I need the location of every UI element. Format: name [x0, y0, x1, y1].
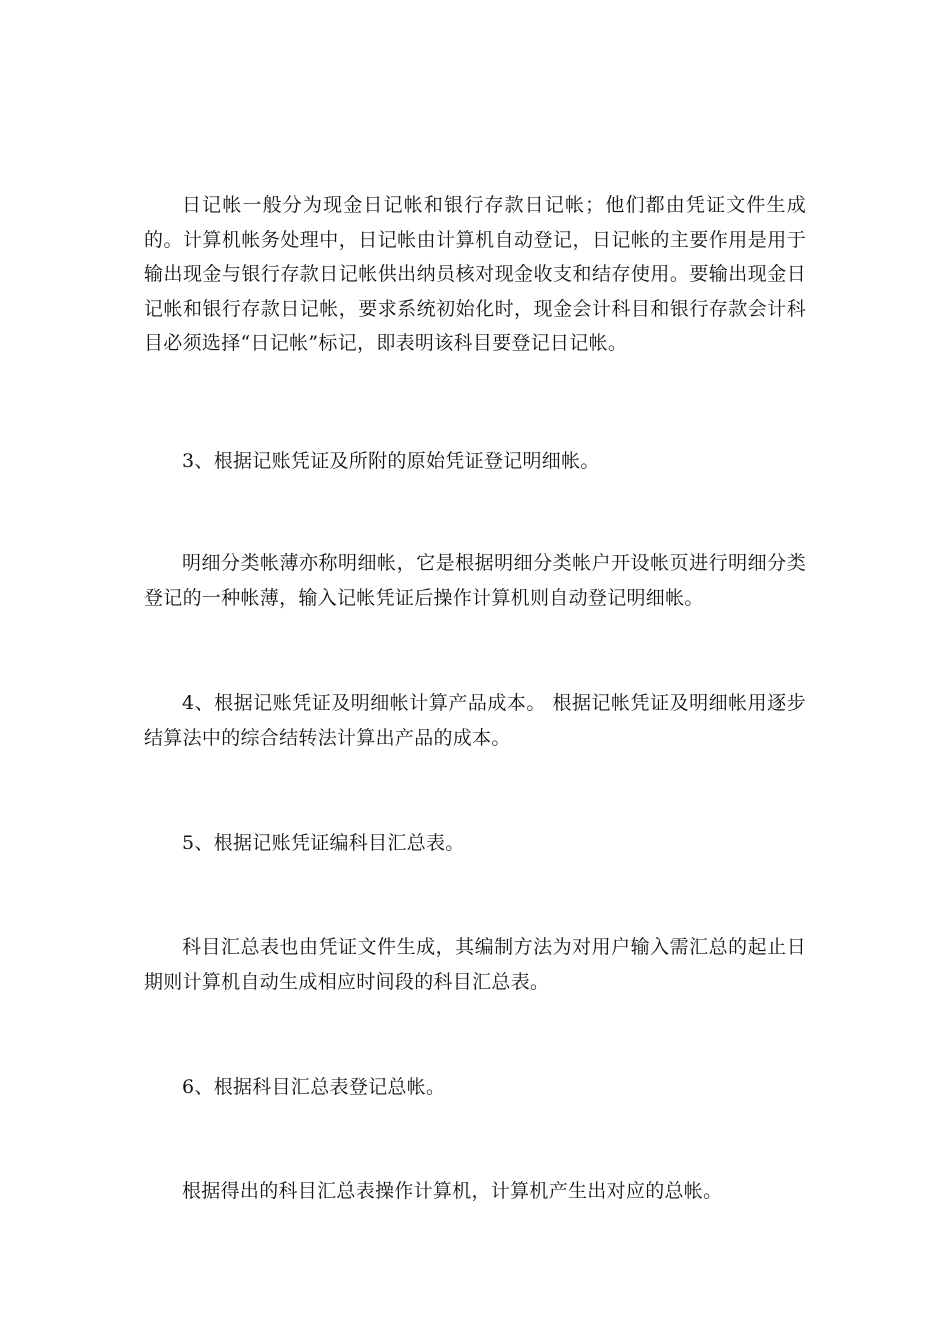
paragraph-journal-intro: 日记帐一般分为现金日记帐和银行存款日记帐；他们都由凭证文件生成的。计算机帐务处理中，日记帐由计算机自动登记，日记帐的主要作用是用于输出现金与银行存款日记帐供出纳员核对现金收支和结存使用。要输出现金日记帐和银行存款日记帐，要求系统初始化时，现金会计科目和银行存款会计科目必须选择“日记帐”标记，即表明该科目要登记日记帐。: [144, 194, 806, 354]
paragraph-detail-ledger: 明细分类帐薄亦称明细帐，它是根据明细分类帐户开设帐页进行明细分类登记的一种帐薄，输入记帐凭证后操作计算机则自动登记明细帐。: [144, 552, 806, 609]
paragraph-general-ledger: 根据得出的科目汇总表操作计算机，计算机产生出对应的总帐。: [182, 1180, 723, 1202]
step-6-heading: 6、根据科目汇总表登记总帐。: [182, 1076, 446, 1098]
step-4-paragraph: 4、根据记账凭证及明细帐计算产品成本。 根据记帐凭证及明细帐用逐步结算法中的综合结转法计算出产品的成本。: [144, 692, 806, 749]
step-5-heading: 5、根据记账凭证编科目汇总表。: [182, 832, 465, 854]
paragraph-summary-table: 科目汇总表也由凭证文件生成，其编制方法为对用户输入需汇总的起止日期则计算机自动生成相应时间段的科目汇总表。: [144, 936, 806, 993]
step-3-heading: 3、根据记账凭证及所附的原始凭证登记明细帐。: [182, 450, 600, 472]
